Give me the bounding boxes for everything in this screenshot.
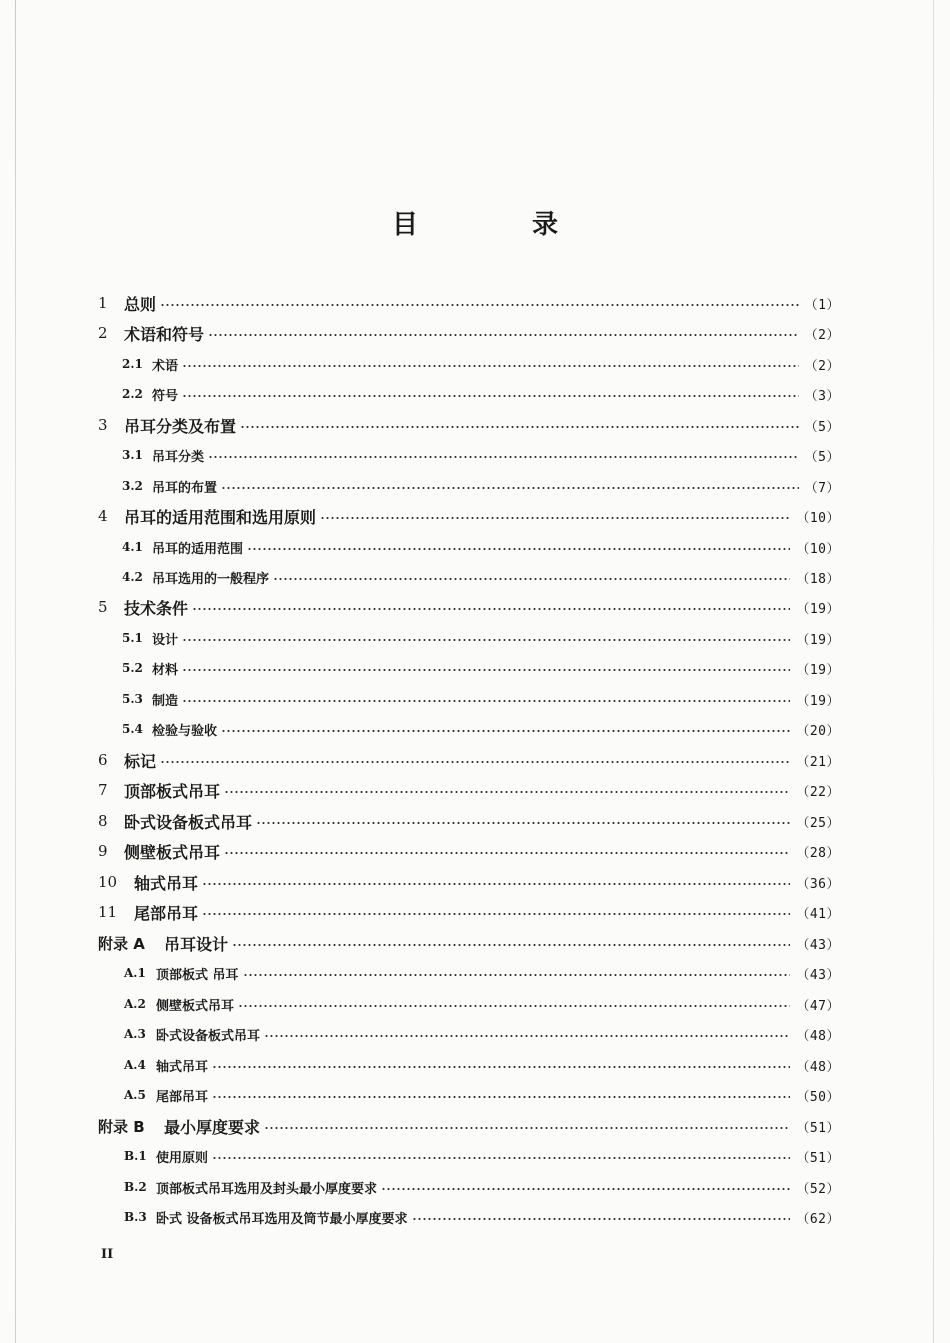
dot-leader [208,456,799,458]
toc-entry[interactable] [98,473,840,499]
toc-label: 设计 [152,632,179,648]
toc-page: （10） [796,541,840,557]
toc-label: 吊耳选用的一般程序 [152,571,270,587]
dot-leader [381,1188,790,1190]
toc-label: 术语和符号 [124,324,205,344]
toc-number: 5.3 [122,692,143,706]
toc-number: A.3 [124,1027,146,1041]
toc-page: （7） [804,480,840,496]
toc-label: 制造 [152,693,179,709]
toc-page: （20） [796,723,840,739]
dot-leader [208,334,799,336]
scan-edge-right [933,0,934,1343]
toc-entry[interactable] [98,1082,840,1108]
toc-number: A.2 [124,997,146,1011]
dot-leader [192,608,790,610]
toc-number: 11 [98,903,118,921]
toc-entry[interactable] [98,534,840,560]
toc-entry[interactable] [98,1021,840,1047]
toc-entry[interactable] [98,442,840,468]
toc-entry[interactable] [98,1143,840,1169]
scan-edge-left [15,0,16,1343]
dot-leader [160,304,799,306]
toc-entry[interactable] [98,686,840,712]
toc-entry[interactable] [98,381,840,407]
dot-leader [221,487,799,489]
toc-number: 7 [98,781,108,799]
dot-leader [320,517,790,519]
dot-leader [182,700,790,702]
toc-page: （50） [796,1089,840,1105]
toc-entry[interactable] [98,1174,840,1200]
toc-label: 吊耳的适用范围 [152,541,244,557]
dot-leader [202,913,790,915]
toc-entry[interactable] [98,290,840,316]
toc-entry[interactable] [98,777,840,803]
toc-label: 卧式设备板式吊耳 [156,1028,261,1044]
toc-number: B.1 [124,1149,147,1163]
toc-number: 9 [98,842,108,860]
dot-leader [224,852,790,854]
toc-number: 10 [98,873,118,891]
toc-number: 附录 B [98,1117,145,1136]
toc-entry[interactable] [98,1052,840,1078]
toc-label: 材料 [152,662,179,678]
dot-leader [182,639,790,641]
toc-page: （43） [796,967,840,983]
dot-leader [243,974,791,976]
page-number: II [101,1247,114,1262]
toc-page: （5） [804,449,840,465]
toc-number: A.5 [124,1088,146,1102]
toc-number: B.2 [124,1180,147,1194]
toc-entry[interactable] [98,655,840,681]
toc-entry[interactable] [98,930,840,956]
toc-entry[interactable] [98,869,840,895]
toc-number: 5.4 [122,722,143,736]
toc-number: 4 [98,507,108,525]
toc-number: 8 [98,812,108,830]
toc-number: 3 [98,416,108,434]
toc-number: 附录 A [98,934,145,953]
toc-label: 技术条件 [124,598,189,618]
toc-page: （62） [796,1211,840,1227]
toc-number: 6 [98,751,108,769]
toc-page: （18） [796,571,840,587]
toc-number: A.4 [124,1058,146,1072]
toc-entry[interactable] [98,625,840,651]
toc-label: 尾部吊耳 [156,1089,209,1105]
toc-page: （3） [804,388,840,404]
toc-entry[interactable] [98,747,840,773]
toc-entry[interactable] [98,594,840,620]
toc-number: 2.1 [122,357,143,371]
toc-label: 尾部吊耳 [134,903,199,923]
toc-number: 5.2 [122,661,143,675]
toc-number: 5 [98,598,108,616]
toc-label: 顶部板式 吊耳 [156,967,239,983]
toc-entry[interactable] [98,808,840,834]
toc-number: A.1 [124,966,146,980]
toc-label: 标记 [124,751,157,771]
toc-page: （48） [796,1028,840,1044]
toc-label: 轴式吊耳 [134,873,199,893]
toc-page: （10） [796,510,840,526]
dot-leader [264,1127,790,1129]
dot-leader [212,1096,790,1098]
toc-entry[interactable] [98,320,840,346]
toc-page: （25） [796,815,840,831]
dot-leader [240,426,799,428]
toc-number: 4.2 [122,570,143,584]
toc-number: 2.2 [122,387,143,401]
toc-page: （21） [796,754,840,770]
toc-page: （51） [796,1150,840,1166]
toc-number: 3.2 [122,479,143,493]
toc-entry[interactable] [98,1113,840,1139]
toc-number: 5.1 [122,631,143,645]
dot-leader [212,1157,790,1159]
toc-label: 侧壁板式吊耳 [124,842,221,862]
toc-page: （19） [796,662,840,678]
dot-leader [182,365,799,367]
toc-page: （51） [796,1120,840,1136]
toc-entry[interactable] [98,412,840,438]
toc-page: （19） [796,693,840,709]
dot-leader [232,944,790,946]
toc-label: 吊耳的布置 [152,480,218,496]
toc-entry[interactable] [98,991,840,1017]
toc-label: 吊耳设计 [164,934,229,954]
page-title: 目 录 [391,210,602,240]
toc-page: （19） [796,601,840,617]
toc-label: 术语 [152,358,179,374]
toc-entry[interactable] [98,960,840,986]
dot-leader [202,883,790,885]
dot-leader [212,1066,790,1068]
toc-page: （22） [796,784,840,800]
dot-leader [182,395,799,397]
toc-number: 2 [98,324,108,342]
dot-leader [238,1005,790,1007]
toc-entry[interactable] [98,716,840,742]
dot-leader [160,761,790,763]
toc-page: （36） [796,876,840,892]
toc-label: 吊耳的适用范围和选用原则 [124,507,317,527]
toc-entry[interactable] [98,351,840,377]
toc-page: （2） [804,327,840,343]
toc-page: （47） [796,998,840,1014]
toc-page: （2） [804,358,840,374]
toc-number: B.3 [124,1210,147,1224]
toc-page: （52） [796,1181,840,1197]
toc-page: （28） [796,845,840,861]
toc-label: 轴式吊耳 [156,1059,209,1075]
toc-label: 总则 [124,294,157,314]
dot-leader [247,548,790,550]
toc-label: 检验与验收 [152,723,218,739]
toc-number: 1 [98,294,108,312]
dot-leader [412,1218,791,1220]
toc-entry[interactable] [98,838,840,864]
toc-entry[interactable] [98,899,840,925]
toc-entry[interactable] [98,503,840,529]
toc-page: （5） [804,419,840,435]
toc-label: 吊耳分类及布置 [124,416,237,436]
toc-entry[interactable] [98,1204,840,1230]
toc-page: （43） [796,937,840,953]
toc-label: 顶部板式吊耳选用及封头最小厚度要求 [156,1181,378,1197]
toc-page: （19） [796,632,840,648]
toc-label: 侧壁板式吊耳 [156,998,235,1014]
dot-leader [256,822,790,824]
dot-leader [182,669,790,671]
toc-label: 卧式设备板式吊耳 [124,812,253,832]
dot-leader [221,730,790,732]
toc-label: 最小厚度要求 [164,1117,261,1137]
toc-entry[interactable] [98,564,840,590]
dot-leader [224,791,790,793]
toc-label: 顶部板式吊耳 [124,781,221,801]
toc-label: 吊耳分类 [152,449,205,465]
toc-label: 符号 [152,388,179,404]
toc-label: 卧式 设备板式吊耳选用及筒节最小厚度要求 [156,1211,408,1227]
toc-label: 使用原则 [156,1150,209,1166]
dot-leader [264,1035,790,1037]
toc-page: （1） [804,297,840,313]
toc-page: （48） [796,1059,840,1075]
toc-page: （41） [796,906,840,922]
toc-number: 3.1 [122,448,143,462]
toc-number: 4.1 [122,540,143,554]
dot-leader [273,578,790,580]
